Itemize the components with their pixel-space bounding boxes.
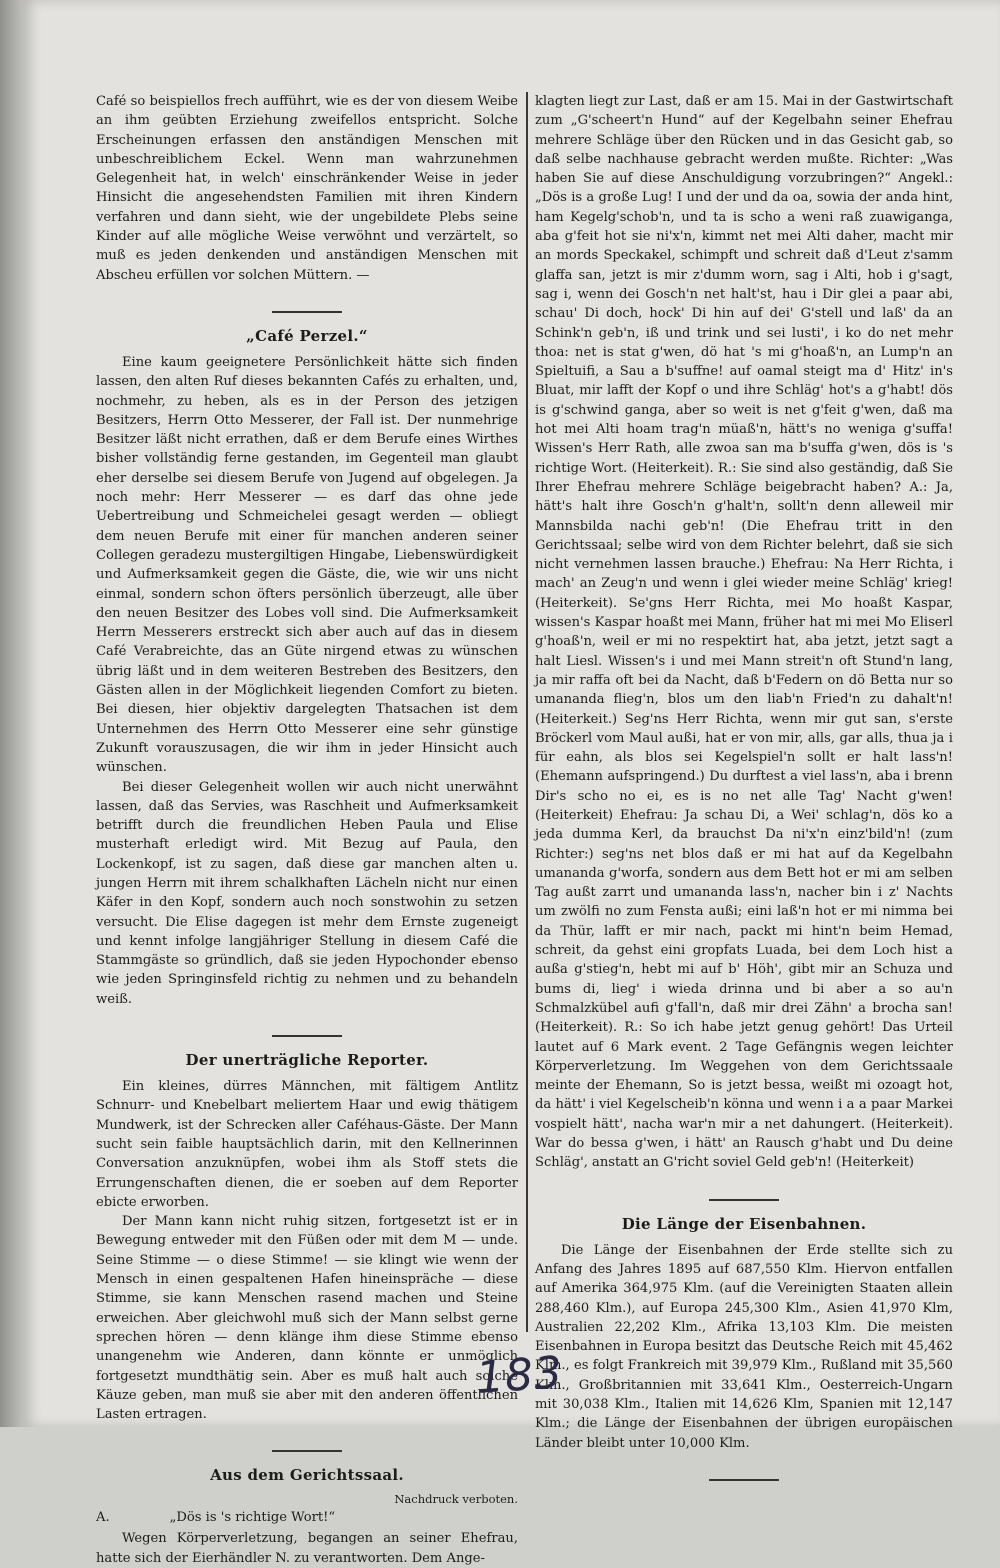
section-separator (272, 1035, 342, 1037)
right-column (535, 92, 953, 1495)
handwritten-page-number: 183 (474, 1347, 565, 1404)
section-separator (709, 1199, 779, 1201)
cafe-paragraph-2: Bei dieser Gelegenheit wollen wir auch nicht unerwähnt lassen, daß das Servies, was Raschheit und Aufmerksamkeit betrifft durch die freundlichen Heben Paula und Elise musterhaft erledigt wird. Mit Bezug auf Paula, den Lockenkopf, ist zu sagen, daß diese gar manchen alten u. jungen Herrn mit ihrem schalkhaften Lächeln nicht nur einen Käfer in den Kopf, sondern auch noch sonstwohin zu setzen versucht. Die Elise dagegen ist mehr dem Ernste zugeneigt und kennt infolge langjähriger Stellung in diesem Café die Stammgäste so gründlich, daß sie jeden Hypochonder ebenso wie jeden Springinsfeld richtig zu nehmen und zu behandeln weiß. (96, 779, 518, 1007)
heading-cafe-perzel: „Café Perzel.“ (246, 326, 368, 345)
case-letter: A. (96, 1510, 110, 1526)
section-separator (272, 1450, 342, 1452)
case-title: „Dös is 's richtige Wort!“ (169, 1510, 336, 1526)
left-column (96, 92, 518, 1568)
court-paragraph-start: Wegen Körperverletzung, begangen an seiner Ehefrau, hatte sich der Eierhändler N. zu verantworten. Dem Ange- (96, 1531, 518, 1566)
railway-paragraph: Die Länge der Eisenbahnen der Erde stellte sich zu Anfang des Jahres 1895 auf 687,550 Klm. Hiervon entfallen auf Amerika 364,975 Klm. (auf die Vereinigten Staaten allein 288,460 Klm.), auf Europa 245,300 Klm., Asien 41,970 Klm, Australien 22,202 Klm., Afrika 13,103 Klm. Die meisten Eisenbahnen in Europa besitzt das Deutsche Reich mit 45,462 Klm., es folgt Frankreich mit 39,979 Klm., Rußland mit 35,560 Klm., Großbritannien mit 33,641 Klm., Oesterreich-Ungarn mit 30,038 Klm., Italien mit 14,626 Klm, Spanien mit 12,147 Klm.; die Länge der Eisenbahnen der übrigen europäischen Länder bleibt unter 10,000 Klm. (535, 1242, 953, 1451)
scan-binding-edge (0, 0, 22, 1427)
heading-reporter: Der unerträgliche Reporter. (185, 1051, 429, 1070)
reprint-note: Nachdruck verboten. (394, 1492, 518, 1507)
cafe-paragraph-1: Eine kaum geeignetere Persönlichkeit hätte sich finden lassen, den alten Ruf dieses bekannten Cafés zu erhalten, und, nochmehr, zu heben, als es in der Person des jetzigen Besitzers, Herrn Otto Messerer, der Fall ist. Der nunmehrige Besitzer läßt nicht errathen, daß er dem Berufe eines Wirthes bisher vollständig ferne gestanden, im Gegenteil man glaubt eher derselbe sei diesem Berufe von Jugend auf obgelegen. Ja noch mehr: Herr Messerer — es darf das ohne jede Uebertreibung und Schmeichelei gesagt werden — obliegt dem neuen Berufe mit einer für manchen anderen seiner Collegen geradezu mustergiltigen Hingabe, Liebenswürdigkeit und Aufmerksamkeit gegen die Gäste, die, wie wir uns nicht einmal, sondern schon öfters persönlich überzeugt, alle über den neuen Besitzer des Lobes voll sind. Die Aufmerksamkeit Herrn Messerers erstreckt sich aber auch auf das in diesem Café Verabreichte, das an Güte nirgend etwas zu wünschen übrig läßt und in dem weiteren Bestreben des Besitzers, den Gästen allen in der Möglichkeit liegenden Comfort zu bieten. Bei diesen, hier objektiv dargelegten Thatsachen ist dem Unternehmen des Herrn Otto Messerer eine sehr günstige Zukunft vorauszusagen, die wir ihm in jeder Hinsicht auch wünschen. (96, 354, 518, 776)
column-divider (526, 92, 528, 1332)
reporter-paragraph-2: Der Mann kann nicht ruhig sitzen, fortgesetzt ist er in Bewegung entweder mit den Füßen oder mit dem M — unde. Seine Stimme — o diese Stimme! — sie klingt wie wenn der Mensch in einen gespaltenen Hafen hineinspräche — diese Stimme, sie kann Menschen rasend machen und Steine erweichen. Aber gleichwohl muß sich der Mann selbst gerne sprechen hören — denn klänge ihm diese Stimme ebenso unangenehm wie Anderen, dann könnte er unmöglich fortgesetzt mundthätig sein. Aber es muß halt auch solche Käuze geben, man muß sie aber mit den anderen öffentlichen Lasten ertragen. (96, 1214, 518, 1423)
reporter-paragraph-1: Ein kleines, dürres Männchen, mit fältigem Antlitz Schnurr- und Knebelbart meliertem Haar und ewig thätigem Mundwerk, ist der Schrecken aller Caféhaus-Gäste. Der Mann sucht sein faible hauptsächlich darin, mit den Kellnerinnen Conversation anzuknüpfen, wobei ihm als Stoff stets die Errungenschaften dienen, die er soeben auf dem Reporter ebicte erworben. (96, 1079, 518, 1210)
heading-gerichtssaal: Aus dem Gerichtssaal. (210, 1466, 404, 1485)
cafe-intro-paragraph: Café so beispiellos frech aufführt, wie es der von diesem Weibe an ihm geübten Erziehung zweifellos entspricht. Solche Erscheinungen erfassen den anständigen Menschen mit unbeschreiblichem Eckel. Wenn man wahrzunehmen Gelegenheit hat, in welch' einschränkender Weise in jeder Hinsicht die angesehendsten Familien mit ihren Kindern verfahren und dann sieht, wie der ungebildete Plebs seine Kinder auf alle mögliche Weise verwöhnt und verzärtelt, so muß es jeden denkenden und anständigen Menschen mit Abscheu erfüllen vor solchen Müttern. — (96, 94, 518, 283)
section-separator (709, 1479, 779, 1481)
heading-eisenbahnen: Die Länge der Eisenbahnen. (621, 1214, 867, 1233)
section-separator (272, 311, 342, 313)
court-paragraph-continued: klagten liegt zur Last, daß er am 15. Mai in der Gastwirtschaft zum „G'scheert'n Hund“ auf der Kegelbahn seiner Ehefrau mehrere Schläge über den Rücken und in das Gesicht gab, so daß selbe nachhause gebracht werden mußte. Richter: „Was haben Sie auf diese Anschuldigung vorzubringen?“ Angekl.: „Dös is a große Lug! I und der und da oa, sowia der anda hint, ham Kegelg'schob'n, und ta is scho a weni raß zuawiganga, aba g'feit hot sie ni'x'n, kimmt net mei Alti daher, macht mir an mords Speckakel, schimpft und schreit daß d'Leut z'samm glaffa san, jetzt is mir z'dumm worn, sag i Alti, hob i g'sagt, sag i, wenn dei Gosch'n net halt'st, hau i Dir glei a paar abi, schau' Di doch, hock' Di hin auf dei' G'stell und laß' da an Schink'n geb'n, iß und trink und sei lusti', i ko do net mehr thoa: net is stat g'wen, dö hat 's mi g'hoaß'n, an Lump'n an Spieltuifi, a Sau a b'suffne! auf oamal steigt ma d' Hitz' in's Bluat, mir lafft der Kopf o und ihre Schläg' hot's a g'habt! dös is g'schwind ganga, aber so weit is net g'feit g'wen, daß ma hot mei Alti hoam trag'n müaß'n, hätt's no weniga g'suffa! Wissen's Herr Rath, alle zwoa san ma b'suffa g'wen, dös is 's richtige Wort. (Heiterkeit). R.: Sie sind also geständig, daß Sie Ihrer Ehefrau mehrere Schläge beigebracht haben? A.: Ja, hätt's halt ihre Gosch'n g'halt'n, sollt'n denn alleweil mir Mannsbilda nachi geb'n! (Die Ehefrau tritt in den Gerichtssaal; selbe wird von dem Richter belehrt, daß sie sich nicht vernehmen lassen brauche.) Ehefrau: Na Herr Richta, i mach' an Zeug'n und wenn i glei wieder meine Schläg' krieg! (Heiterkeit). Se'gns Herr Richta, mei Mo hoaßt Kaspar, wissen's Kaspar hoaßt mei Mann, früher hat mi mei Mo Eliserl g'hoaß'n, weil er mi no respektirt hat, aba jetzt, jetzt sagt a halt Liesl. Wissen's i und mei Mann streit'n oft Stund'n lang, ja mir raffa oft bei da Nacht, daß b'Federn on dö Betta nur so umananda flieg'n, blos um den liab'n Fried'n zu dahalt'n! (Heiterkeit.) Seg'ns Herr Richta, wenn mir gut san, s'erste Bröckerl vom Maul außi, hat er von mir, alls, gar alls, thua ja i für eahn, als blos sei Kegelspiel'n sollt er halt lass'n! (Ehemann aufspringend.) Du durftest a viel lass'n, aba i brenn Dir's scho no ei, es is no net alle Tag' Nacht g'wen! (Heiterkeit) Ehefrau: Ja schau Di, a Wei' schlag'n, dös ko a jeda dumma Kerl, da brauchst Da ni'x'n einz'bild'n! (zum Richter:) seg'ns net blos daß er mi hat auf da Kegelbahn umananda g'worfa, sondern aus dem Bett hot er mi am selben Tag außt zarrt und umananda lass'n, nacher bin i z' Nachts um zwölfi no zum Fensta außi; eini laß'n hot er mi nimma bei da Thür, lafft er mir nach, packt mi hint'n beim Hemad, schreit, da gehst eini gropfats Luada, bei dem Loch hist a außa g'stieg'n, hebt mi auf b' Höh', gibt mir an Schuza und bums di, lieg' i wieda drinna und bi aber a so au'n Schmalzkübel aufi g'fall'n, daß mir drei Zähn' a brocha san! (Heiterkeit). R.: So ich habe jetzt genug gehört! Das Urteil lautet auf 6 Mark event. 2 Tage Gefängnis wegen leichter Körperverletzung. Im Weggehen von dem Gerichtssaale meinte der Ehemann, So is jetzt bessa, weißt mi ozoagt hot, da hätt' i viel Kegelscheib'n könna und wenn i a a paar Markei vospielt hätt', nacha war'n mir a net dahungert. (Heiterkeit). War do bessa g'wen, i hätt' an Rausch g'habt und Du deine Schläg', anstatt an G'richt soviel Geld geb'n! (Heiterkeit) (535, 94, 953, 1171)
case-subheading (96, 1510, 518, 1525)
